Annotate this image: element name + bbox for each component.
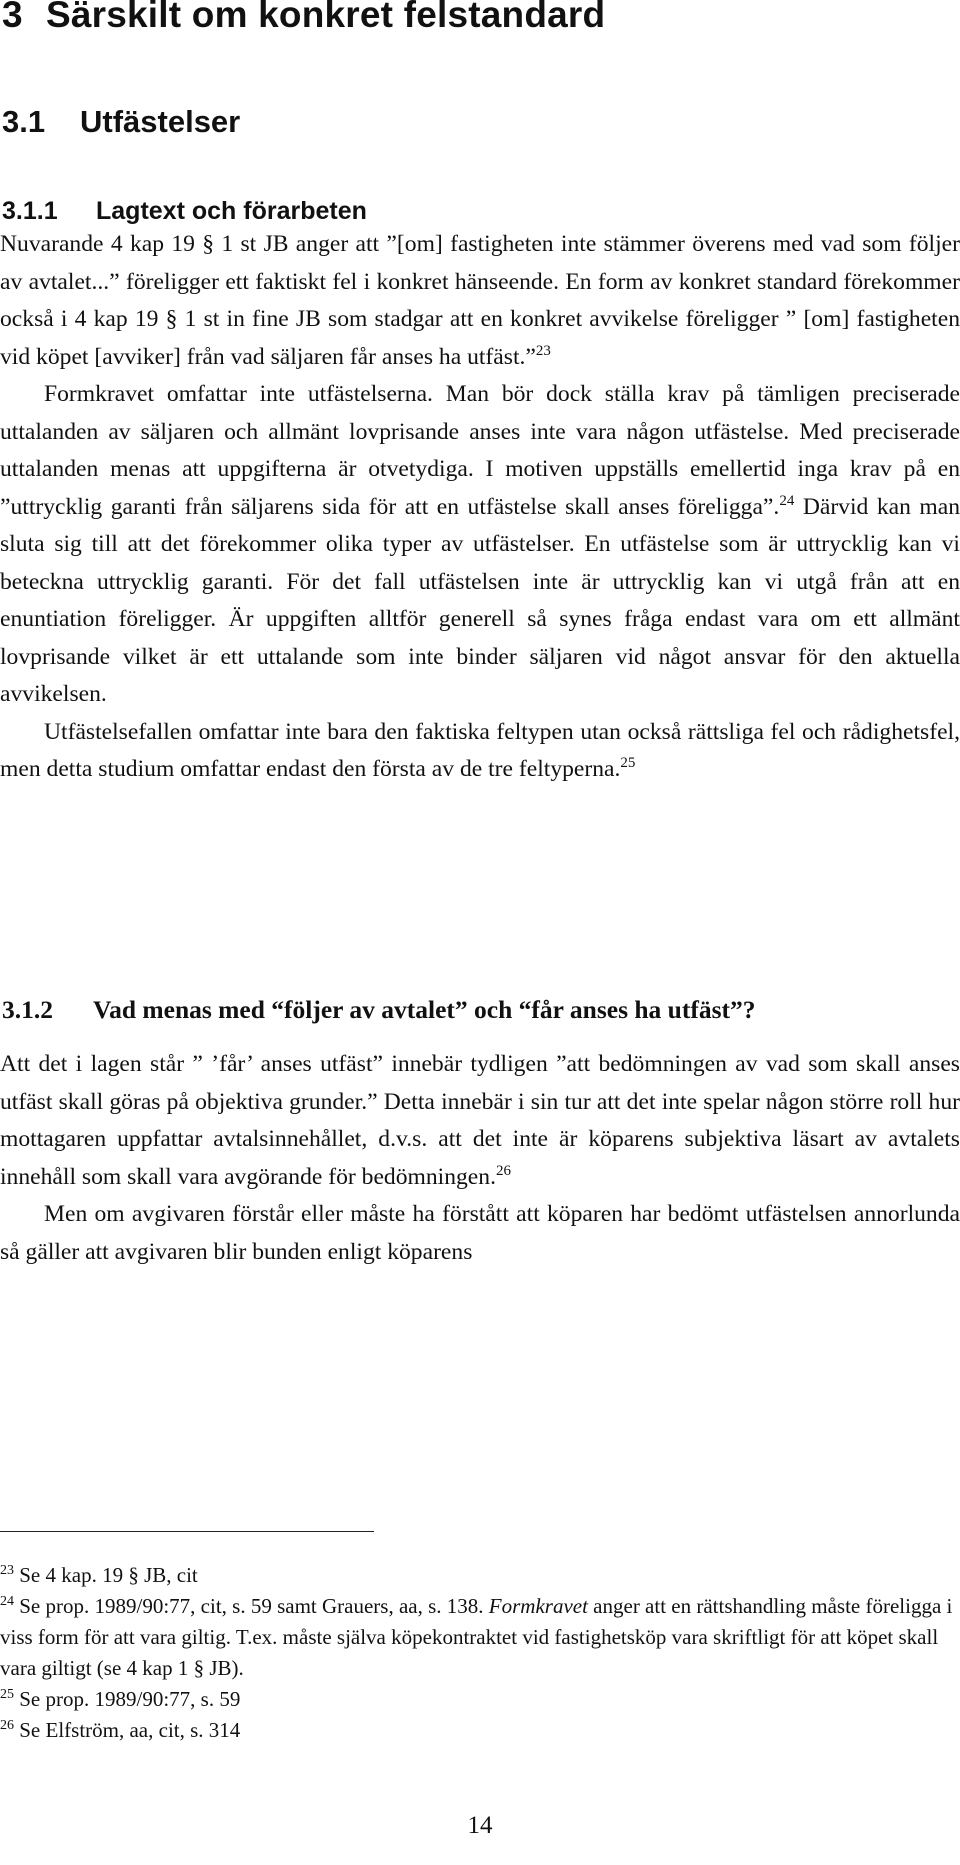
section-number: 3.1: [2, 104, 46, 139]
paragraph-text: Nuvarande 4 kap 19 § 1 st JB anger att ”[om] fastigheten inte stämmer överens med vad som följer av avtalet...” föreligger ett faktiskt fel i konkret hänseende. En form av konkret standard förekommer också i 4 kap 19 § 1 st in fine JB som stadgar att en konkret avvikelse föreligger ” [om] fastigheten vid köpet [avviker] från vad säljaren får anses ha utfäst.”: [0, 231, 960, 370]
footnotes: [0, 1560, 960, 1746]
footnote: [0, 1715, 960, 1746]
footnote-number: 26: [0, 1718, 14, 1733]
subsection-title: Vad menas med “följer av avtalet” och “får anses ha utfäst”?: [93, 995, 756, 1024]
subsection-heading-312: [2, 995, 756, 1025]
chapter-heading: [2, 0, 605, 36]
footnote-ref: 23: [535, 342, 551, 359]
paragraph: [0, 1046, 960, 1196]
subsection-number: 3.1.2: [2, 995, 53, 1024]
paragraph-text: Utfästelsefallen omfattar inte bara den faktiska feltypen utan också rättsliga fel och rådighetsfel, men detta studium omfattar endast den första av de tre feltyperna.: [0, 718, 960, 782]
paragraph-text: Formkravet omfattar inte utfästelserna. Man bör dock ställa krav på tämligen preciserade uttalanden av säljaren och allmänt lovprisande anses inte vara någon utfästelse. Med preciserade uttalanden menas att uppgifterna är otvetydiga. I motiven uppställs emellertid inga krav på en ”uttrycklig garanti från säljarens sida för att en utfästelse skall anses föreligga”.: [0, 381, 960, 520]
footnote-ref: 25: [620, 755, 636, 772]
footnote-number: 24: [0, 1594, 14, 1609]
paragraph-text: Att det i lagen står ” ’får’ anses utfäst” innebär tydligen ”att bedömningen av vad som skall anses utfäst skall göras på objektiva grunder.” Detta innebär i sin tur att det inte spelar någon större roll hur mottagaren uppfattar avtalsinnehållet, d.v.s. att det inte är köparens subjektiva läsart av avtalets innehåll som skall vara avgörande för bedömningen.: [0, 1051, 960, 1190]
footnote-separator: [0, 1531, 374, 1532]
footnote-text: anger att en rättshandling måste föreligga i viss form för att vara giltig. T.ex. måste själva köpekontraktet vid fastighetsköp vara skriftligt för att köpet skall vara giltigt (se 4 kap 1 § JB).: [0, 1594, 953, 1680]
footnote-text: Se prop. 1989/90:77, s. 59: [19, 1687, 241, 1711]
paragraph-text: Men om avgivaren förstår eller måste ha förstått att köparen har bedömt utfästelsen annorlunda så gäller att avgivaren blir bunden enligt köparens: [0, 1201, 960, 1265]
footnote: [0, 1560, 960, 1591]
paragraph: [0, 714, 960, 789]
chapter-title: Särskilt om konkret felstandard: [46, 0, 606, 35]
footnote: [0, 1684, 960, 1715]
footnote-ref: 24: [779, 492, 795, 509]
section-heading: [2, 104, 240, 140]
footnote-ref: 26: [495, 1162, 511, 1179]
footnote-emphasis: Formkravet: [488, 1594, 588, 1618]
subsection-heading: [2, 197, 367, 226]
body-text-block-2: [0, 1046, 960, 1271]
subsection-title: Lagtext och förarbeten: [96, 197, 367, 225]
subsection-number: 3.1.1: [2, 197, 58, 225]
paragraph: [0, 376, 960, 714]
footnote-number: 23: [0, 1563, 14, 1578]
footnote-text: Se prop. 1989/90:77, cit, s. 59 samt Grauers, aa, s. 138.: [19, 1594, 484, 1618]
paragraph: [0, 226, 960, 376]
footnote: [0, 1591, 960, 1684]
paragraph: [0, 1196, 960, 1271]
footnote-text: Se Elfström, aa, cit, s. 314: [19, 1718, 241, 1742]
chapter-number: 3: [2, 0, 23, 35]
paragraph-text: Därvid kan man sluta sig till att det förekommer olika typer av utfästelser. En utfästelse som är uttrycklig kan vi beteckna uttrycklig garanti. För det fall utfästelsen inte är uttrycklig kan vi utgå från att en enuntiation föreligger. Är uppgiften alltför generell så synes fråga endast vara om ett allmänt lovprisande vilket är ett uttalande som inte binder säljaren vid något ansvar för den aktuella avvikelsen.: [0, 493, 960, 707]
page-number: 14: [467, 1812, 493, 1839]
section-title: Utfästelser: [80, 104, 241, 139]
footnote-number: 25: [0, 1687, 14, 1702]
footnote-text: Se 4 kap. 19 § JB, cit: [19, 1563, 198, 1587]
body-text-block-1: [0, 226, 960, 789]
